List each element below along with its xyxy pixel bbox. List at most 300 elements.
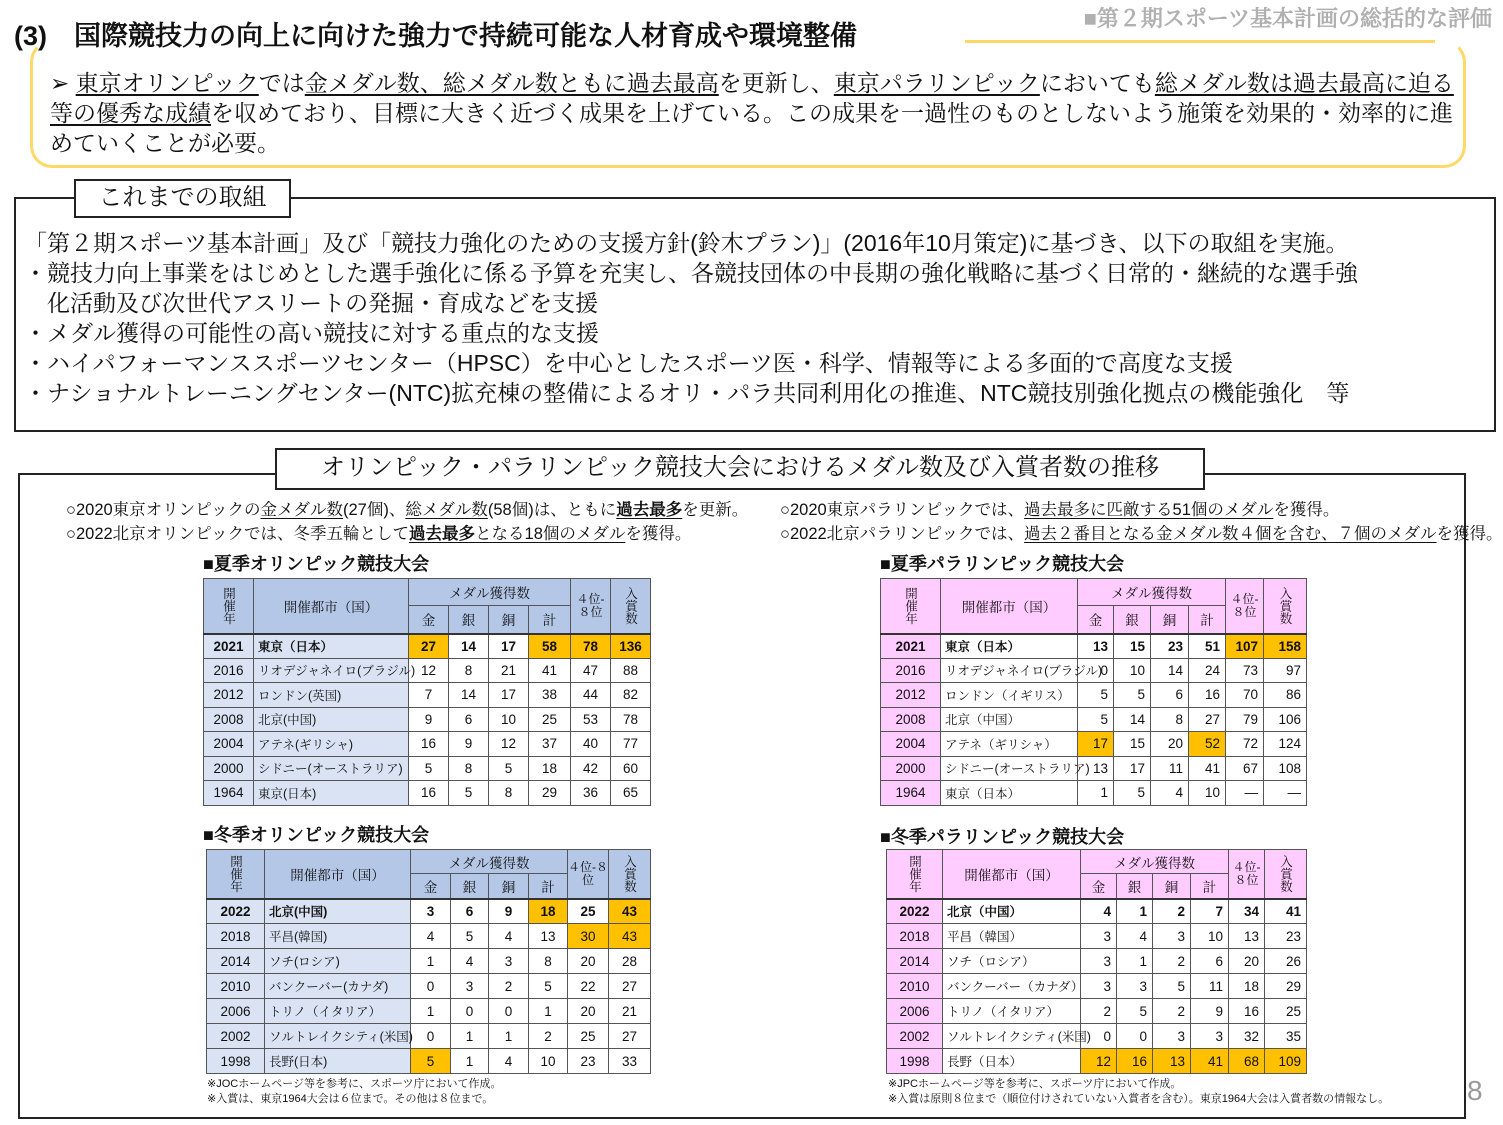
cell-value: 9 bbox=[409, 707, 449, 732]
efforts-line: 「第２期スポーツ基本計画」及び「競技力強化のための支援方針(鈴木プラン)」(2016年10月策定)に基づき、以下の取組を実施。 bbox=[24, 230, 1349, 256]
cell-value: 12 bbox=[409, 658, 449, 683]
cell-city: シドニー(オーストラリア) bbox=[254, 756, 409, 781]
cell-value: 109 bbox=[1265, 1049, 1307, 1074]
cell-city: リオデジャネイロ(ブラジル) bbox=[254, 658, 409, 683]
cell-year: 1964 bbox=[204, 781, 254, 806]
cell-value: 30 bbox=[568, 924, 609, 949]
cell-value: 23 bbox=[1151, 634, 1189, 659]
table-row bbox=[881, 707, 1307, 732]
cell-value: 3 bbox=[1153, 1024, 1191, 1049]
cell-value: 32 bbox=[1229, 1024, 1265, 1049]
table-row bbox=[881, 683, 1307, 708]
cell-value: 16 bbox=[409, 781, 449, 806]
text-segment: を更新。 bbox=[682, 501, 749, 519]
cell-value: 2 bbox=[1153, 899, 1191, 924]
cell-year: 1998 bbox=[207, 1049, 265, 1074]
cell-value: 35 bbox=[1265, 1024, 1307, 1049]
header-city: 開催都市（国） bbox=[943, 850, 1081, 899]
cell-value: 16 bbox=[1189, 683, 1226, 708]
cell-year: 2021 bbox=[204, 634, 254, 659]
cell-value: 3 bbox=[1081, 974, 1117, 999]
cell-year: 2014 bbox=[207, 949, 265, 974]
cell-value: 53 bbox=[571, 707, 611, 732]
header-medals: メダル獲得数 bbox=[411, 850, 568, 874]
cell-value: 5 bbox=[411, 1049, 451, 1074]
table-row bbox=[204, 756, 651, 781]
cell-value: 68 bbox=[1229, 1049, 1265, 1074]
winter-paralympic-table bbox=[886, 849, 1307, 1074]
cell-value: 40 bbox=[571, 732, 611, 757]
cell-value: 20 bbox=[568, 999, 609, 1024]
cell-value: 20 bbox=[568, 949, 609, 974]
cell-year: 2012 bbox=[881, 683, 941, 708]
cell-value: 8 bbox=[449, 756, 489, 781]
emphasized-text: 総メダル数は過去最高に迫る等の優秀な成績 bbox=[50, 70, 1454, 126]
header-year: 開催年 bbox=[881, 579, 941, 634]
cell-value: 3 bbox=[1191, 1024, 1229, 1049]
cell-value: 1 bbox=[1117, 949, 1153, 974]
cell-year: 2012 bbox=[204, 683, 254, 708]
table-row bbox=[887, 974, 1307, 999]
cell-value: 67 bbox=[1226, 756, 1264, 781]
table-row bbox=[881, 781, 1307, 806]
header-silver: 銀 bbox=[1114, 606, 1151, 634]
cell-value: 86 bbox=[1264, 683, 1307, 708]
cell-city: 長野(日本) bbox=[265, 1049, 411, 1074]
header-medals: メダル獲得数 bbox=[1081, 850, 1229, 874]
cell-value: 18 bbox=[529, 756, 571, 781]
cell-value: 52 bbox=[1189, 732, 1226, 757]
cell-city: 北京（中国） bbox=[941, 707, 1078, 732]
cell-value: 43 bbox=[609, 924, 651, 949]
cell-value: 1 bbox=[489, 1024, 529, 1049]
table-row bbox=[887, 924, 1307, 949]
header-year: 開催年 bbox=[887, 850, 943, 899]
cell-city: トリノ（イタリア） bbox=[943, 999, 1081, 1024]
cell-value: 3 bbox=[1117, 974, 1153, 999]
cell-value: 65 bbox=[611, 781, 651, 806]
header-medals: メダル獲得数 bbox=[409, 579, 571, 606]
table-row bbox=[207, 974, 651, 999]
cell-year: 2022 bbox=[207, 899, 265, 924]
cell-value: 5 bbox=[451, 924, 489, 949]
cell-value: 8 bbox=[1151, 707, 1189, 732]
summer-olympic-title: ■夏季オリンピック競技大会 bbox=[203, 554, 430, 574]
cell-value: 3 bbox=[489, 949, 529, 974]
cell-city: 長野（日本） bbox=[943, 1049, 1081, 1074]
cell-value: 17 bbox=[1114, 756, 1151, 781]
cell-value: 41 bbox=[529, 658, 571, 683]
header-rank-4-8: ４位-８位 bbox=[571, 579, 611, 634]
cell-year: 2008 bbox=[204, 707, 254, 732]
header-total: 計 bbox=[529, 874, 568, 899]
section-title: (3) 国際競技力の向上に向けた強力で持続可能な人材育成や環境整備 bbox=[14, 21, 857, 51]
cell-value: 14 bbox=[449, 634, 489, 659]
cell-value: 6 bbox=[1151, 683, 1189, 708]
cell-value: 38 bbox=[529, 683, 571, 708]
summer-olympic-table bbox=[203, 578, 651, 806]
cell-year: 2014 bbox=[887, 949, 943, 974]
cell-value: 5 bbox=[1078, 707, 1114, 732]
summary-border bbox=[965, 40, 1435, 43]
cell-value: 21 bbox=[489, 658, 529, 683]
table-row bbox=[204, 707, 651, 732]
emphasized-text: となる18個のメダル bbox=[475, 525, 626, 543]
cell-value: 14 bbox=[449, 683, 489, 708]
arrow-bullet-icon: ➢ bbox=[50, 70, 70, 96]
cell-value: 2 bbox=[1081, 999, 1117, 1024]
cell-value: 5 bbox=[529, 974, 568, 999]
summary-text bbox=[50, 68, 1460, 158]
cell-city: アテネ（ギリシャ） bbox=[941, 732, 1078, 757]
paralympic-notes bbox=[780, 498, 1503, 546]
cell-value: 43 bbox=[609, 899, 651, 924]
cell-year: 2021 bbox=[881, 634, 941, 659]
cell-value: 10 bbox=[529, 1049, 568, 1074]
cell-city: ソルトレイクシティ(米国) bbox=[265, 1024, 411, 1049]
table-header-row bbox=[887, 850, 1307, 874]
cell-value: — bbox=[1264, 781, 1307, 806]
cell-value: 106 bbox=[1264, 707, 1307, 732]
header-bronze: 銅 bbox=[1153, 874, 1191, 899]
olympic-note bbox=[66, 498, 748, 522]
cell-value: 41 bbox=[1191, 1049, 1229, 1074]
table-row bbox=[887, 899, 1307, 924]
emphasized-text: 金メダル数 bbox=[260, 501, 344, 519]
cell-value: 23 bbox=[1265, 924, 1307, 949]
cell-value: 18 bbox=[529, 899, 568, 924]
cell-value: 4 bbox=[489, 1049, 529, 1074]
cell-value: 13 bbox=[1229, 924, 1265, 949]
header-total: 計 bbox=[529, 606, 571, 634]
cell-value: 11 bbox=[1151, 756, 1189, 781]
emphasized-text: 過去最多に匹敵する51個のメダル bbox=[1024, 501, 1274, 519]
cell-value: 8 bbox=[529, 949, 568, 974]
cell-value: 8 bbox=[449, 658, 489, 683]
cell-value: 60 bbox=[611, 756, 651, 781]
text-segment: においても bbox=[1039, 70, 1155, 96]
footnote: ※JOCホームページ等を参考に、スポーツ庁において作成。 bbox=[207, 1078, 502, 1090]
cell-city: 東京（日本） bbox=[941, 781, 1078, 806]
table-row bbox=[204, 781, 651, 806]
text-segment: ○2020東京オリンピックの bbox=[66, 501, 261, 519]
cell-value: 27 bbox=[1189, 707, 1226, 732]
table-row bbox=[204, 683, 651, 708]
cell-value: 0 bbox=[489, 999, 529, 1024]
cell-city: ソルトレイクシティ(米国) bbox=[943, 1024, 1081, 1049]
table-row bbox=[881, 732, 1307, 757]
cell-value: 14 bbox=[1114, 707, 1151, 732]
cell-value: 27 bbox=[609, 974, 651, 999]
cell-value: 20 bbox=[1229, 949, 1265, 974]
header-silver: 銀 bbox=[451, 874, 489, 899]
cell-value: 7 bbox=[409, 683, 449, 708]
cell-value: 14 bbox=[1151, 658, 1189, 683]
medals-label: オリンピック・パラリンピック競技大会におけるメダル数及び入賞者数の推移 bbox=[275, 448, 1205, 490]
paralympic-note bbox=[780, 522, 1503, 546]
cell-city: 北京(中国) bbox=[254, 707, 409, 732]
cell-value: 3 bbox=[411, 899, 451, 924]
cell-value: 23 bbox=[568, 1049, 609, 1074]
cell-value: 3 bbox=[1081, 924, 1117, 949]
header-bronze: 銅 bbox=[489, 874, 529, 899]
header-medals: メダル獲得数 bbox=[1078, 579, 1226, 606]
header-rank-4-8: ４位-８位 bbox=[1226, 579, 1264, 634]
cell-value: 24 bbox=[1189, 658, 1226, 683]
cell-value: 6 bbox=[451, 899, 489, 924]
cell-value: 16 bbox=[1117, 1049, 1153, 1074]
header-year: 開催年 bbox=[207, 850, 265, 899]
cell-value: 4 bbox=[1081, 899, 1117, 924]
cell-value: 9 bbox=[449, 732, 489, 757]
cell-value: 4 bbox=[1151, 781, 1189, 806]
table-row bbox=[204, 658, 651, 683]
cell-value: 5 bbox=[409, 756, 449, 781]
cell-value: — bbox=[1226, 781, 1264, 806]
summer-paralympic-title: ■夏季パラリンピック競技大会 bbox=[880, 554, 1125, 574]
cell-value: 0 bbox=[451, 999, 489, 1024]
cell-value: 18 bbox=[1229, 974, 1265, 999]
header-gold: 金 bbox=[409, 606, 449, 634]
cell-value: 25 bbox=[568, 1024, 609, 1049]
cell-value: 82 bbox=[611, 683, 651, 708]
cell-value: 21 bbox=[609, 999, 651, 1024]
emphasized-text: 過去最多 bbox=[409, 525, 476, 543]
efforts-line: 化活動及び次世代アスリートの発掘・育成などを支援 bbox=[24, 290, 599, 316]
cell-value: 3 bbox=[1153, 924, 1191, 949]
footnote: ※入賞は、東京1964大会は６位まで。その他は８位まで。 bbox=[207, 1093, 494, 1105]
winter-olympic-footnotes bbox=[207, 1077, 502, 1107]
cell-value: 15 bbox=[1114, 634, 1151, 659]
header-city: 開催都市（国） bbox=[941, 579, 1078, 634]
cell-value: 15 bbox=[1114, 732, 1151, 757]
text-segment: ○2022北京パラリンピックでは、 bbox=[780, 525, 1025, 543]
table-row bbox=[204, 732, 651, 757]
cell-value: 1 bbox=[411, 949, 451, 974]
header-prize: 入賞数 bbox=[611, 579, 651, 634]
cell-value: 0 bbox=[1078, 658, 1114, 683]
cell-value: 10 bbox=[1114, 658, 1151, 683]
winter-paralympic-footnotes bbox=[888, 1077, 1389, 1107]
cell-value: 51 bbox=[1189, 634, 1226, 659]
cell-value: 37 bbox=[529, 732, 571, 757]
cell-value: 27 bbox=[409, 634, 449, 659]
cell-value: 79 bbox=[1226, 707, 1264, 732]
text-segment: (58個)は、ともに bbox=[487, 501, 617, 519]
cell-value: 5 bbox=[1114, 683, 1151, 708]
cell-value: 17 bbox=[1078, 732, 1114, 757]
cell-value: 28 bbox=[609, 949, 651, 974]
cell-city: 北京（中国） bbox=[943, 899, 1081, 924]
cell-value: 6 bbox=[1191, 949, 1229, 974]
footnote: ※JPCホームページ等を参考に、スポーツ庁において作成。 bbox=[888, 1078, 1182, 1090]
cell-value: 108 bbox=[1264, 756, 1307, 781]
cell-value: 25 bbox=[529, 707, 571, 732]
text-segment: (27個)、 bbox=[343, 501, 406, 519]
table-row bbox=[207, 949, 651, 974]
table-row bbox=[207, 1024, 651, 1049]
cell-value: 0 bbox=[1117, 1024, 1153, 1049]
header-gold: 金 bbox=[1078, 606, 1114, 634]
header-prize: 入賞数 bbox=[1264, 579, 1307, 634]
cell-value: 11 bbox=[1191, 974, 1229, 999]
header-silver: 銀 bbox=[1117, 874, 1153, 899]
olympic-notes bbox=[66, 498, 748, 546]
cell-city: 平昌（韓国） bbox=[943, 924, 1081, 949]
cell-value: 8 bbox=[489, 781, 529, 806]
paralympic-note bbox=[780, 498, 1503, 522]
cell-value: 0 bbox=[411, 1024, 451, 1049]
table-row bbox=[887, 999, 1307, 1024]
cell-value: 4 bbox=[489, 924, 529, 949]
table-row bbox=[881, 658, 1307, 683]
cell-value: 0 bbox=[1081, 1024, 1117, 1049]
cell-value: 9 bbox=[489, 899, 529, 924]
cell-value: 36 bbox=[571, 781, 611, 806]
cell-value: 29 bbox=[1265, 974, 1307, 999]
cell-city: バンクーバー（カナダ） bbox=[943, 974, 1081, 999]
cell-city: トリノ（イタリア） bbox=[265, 999, 411, 1024]
cell-value: 97 bbox=[1264, 658, 1307, 683]
cell-year: 2022 bbox=[887, 899, 943, 924]
table-row bbox=[207, 899, 651, 924]
cell-value: 44 bbox=[571, 683, 611, 708]
cell-value: 13 bbox=[1078, 756, 1114, 781]
cell-value: 5 bbox=[1078, 683, 1114, 708]
cell-value: 42 bbox=[571, 756, 611, 781]
efforts-label: これまでの取組 bbox=[74, 179, 291, 218]
cell-year: 2000 bbox=[204, 756, 254, 781]
winter-paralympic-title: ■冬季パラリンピック競技大会 bbox=[880, 827, 1125, 847]
cell-value: 158 bbox=[1264, 634, 1307, 659]
cell-value: 16 bbox=[1229, 999, 1265, 1024]
cell-value: 78 bbox=[571, 634, 611, 659]
cell-year: 2004 bbox=[204, 732, 254, 757]
winter-olympic-title: ■冬季オリンピック競技大会 bbox=[203, 825, 430, 845]
cell-value: 1 bbox=[451, 1049, 489, 1074]
table-header-row bbox=[204, 579, 651, 606]
emphasized-text: 東京パラリンピック bbox=[833, 70, 1040, 96]
cell-value: 12 bbox=[1081, 1049, 1117, 1074]
text-segment: を獲得。 bbox=[1273, 501, 1340, 519]
emphasized-text: 東京オリンピック bbox=[75, 70, 259, 96]
cell-value: 1 bbox=[1117, 899, 1153, 924]
table-row bbox=[887, 1024, 1307, 1049]
cell-value: 4 bbox=[1117, 924, 1153, 949]
cell-value: 27 bbox=[609, 1024, 651, 1049]
cell-value: 29 bbox=[529, 781, 571, 806]
cell-value: 1 bbox=[1078, 781, 1114, 806]
cell-year: 2006 bbox=[887, 999, 943, 1024]
cell-value: 72 bbox=[1226, 732, 1264, 757]
cell-value: 2 bbox=[1153, 999, 1191, 1024]
cell-value: 78 bbox=[611, 707, 651, 732]
cell-value: 5 bbox=[1153, 974, 1191, 999]
header-rank-4-8: ４位-８位 bbox=[568, 850, 609, 899]
cell-year: 2004 bbox=[881, 732, 941, 757]
cell-value: 5 bbox=[1117, 999, 1153, 1024]
document-header-tag: ■第２期スポーツ基本計画の総括的な評価 bbox=[1083, 6, 1492, 31]
emphasized-text: 金メダル数、総メダル数ともに過去最高 bbox=[304, 70, 719, 96]
emphasized-text: 過去最多 bbox=[616, 501, 683, 519]
cell-value: 20 bbox=[1151, 732, 1189, 757]
cell-value: 9 bbox=[1191, 999, 1229, 1024]
cell-value: 2 bbox=[489, 974, 529, 999]
cell-value: 88 bbox=[611, 658, 651, 683]
cell-value: 2 bbox=[1153, 949, 1191, 974]
cell-value: 25 bbox=[568, 899, 609, 924]
text-segment: を獲得。 bbox=[625, 525, 692, 543]
text-segment: を更新し、 bbox=[718, 70, 834, 96]
page-number: 8 bbox=[1467, 1075, 1483, 1106]
cell-city: 東京(日本) bbox=[254, 781, 409, 806]
cell-value: 124 bbox=[1264, 732, 1307, 757]
cell-value: 41 bbox=[1189, 756, 1226, 781]
cell-city: バンクーバー(カナダ) bbox=[265, 974, 411, 999]
table-row bbox=[887, 1049, 1307, 1074]
efforts-line: ・ハイパフォーマンススポーツセンター（HPSC）を中心としたスポーツ医・科学、情報等による多面的で高度な支援 bbox=[24, 350, 1233, 376]
table-row bbox=[207, 999, 651, 1024]
cell-value: 41 bbox=[1265, 899, 1307, 924]
table-row bbox=[207, 1049, 651, 1074]
header-prize: 入賞数 bbox=[609, 850, 651, 899]
cell-value: 7 bbox=[1191, 899, 1229, 924]
cell-value: 4 bbox=[451, 949, 489, 974]
cell-city: 東京（日本） bbox=[254, 634, 409, 659]
cell-value: 1 bbox=[411, 999, 451, 1024]
cell-year: 1964 bbox=[881, 781, 941, 806]
cell-value: 22 bbox=[568, 974, 609, 999]
emphasized-text: 総メダル数 bbox=[405, 501, 488, 519]
cell-value: 2 bbox=[529, 1024, 568, 1049]
cell-value: 3 bbox=[451, 974, 489, 999]
cell-year: 2010 bbox=[887, 974, 943, 999]
table-row bbox=[887, 949, 1307, 974]
cell-value: 33 bbox=[609, 1049, 651, 1074]
table-row bbox=[881, 756, 1307, 781]
header-city: 開催都市（国） bbox=[265, 850, 411, 899]
cell-year: 2002 bbox=[887, 1024, 943, 1049]
cell-year: 2018 bbox=[887, 924, 943, 949]
cell-value: 13 bbox=[1153, 1049, 1191, 1074]
cell-year: 2016 bbox=[204, 658, 254, 683]
cell-city: 北京(中国) bbox=[265, 899, 411, 924]
efforts-line: ・競技力向上事業をはじめとした選手強化に係る予算を充実し、各競技団体の中長期の強化戦略に基づく日常的・継続的な選手強 bbox=[24, 260, 1358, 286]
cell-value: 5 bbox=[489, 756, 529, 781]
header-year: 開催年 bbox=[204, 579, 254, 634]
cell-value: 13 bbox=[529, 924, 568, 949]
cell-city: 東京（日本） bbox=[941, 634, 1078, 659]
cell-city: ソチ（ロシア） bbox=[943, 949, 1081, 974]
cell-year: 2002 bbox=[207, 1024, 265, 1049]
cell-value: 10 bbox=[1189, 781, 1226, 806]
header-city: 開催都市（国） bbox=[254, 579, 409, 634]
header-rank-4-8: ４位-８位 bbox=[1229, 850, 1265, 899]
cell-year: 2018 bbox=[207, 924, 265, 949]
cell-value: 3 bbox=[1081, 949, 1117, 974]
text-segment: を収めており、目標に大きく近づく成果を上げている。この成果を一過性のものとしないよう施策を効果的・効率的に進めていくことが必要。 bbox=[50, 100, 1453, 156]
cell-value: 136 bbox=[611, 634, 651, 659]
efforts-list bbox=[24, 228, 1494, 408]
cell-value: 5 bbox=[449, 781, 489, 806]
olympic-note bbox=[66, 522, 748, 546]
cell-value: 73 bbox=[1226, 658, 1264, 683]
summary-body bbox=[50, 70, 1454, 156]
cell-value: 10 bbox=[489, 707, 529, 732]
efforts-line: ・メダル獲得の可能性の高い競技に対する重点的な支援 bbox=[24, 320, 599, 346]
cell-value: 34 bbox=[1229, 899, 1265, 924]
cell-year: 2010 bbox=[207, 974, 265, 999]
